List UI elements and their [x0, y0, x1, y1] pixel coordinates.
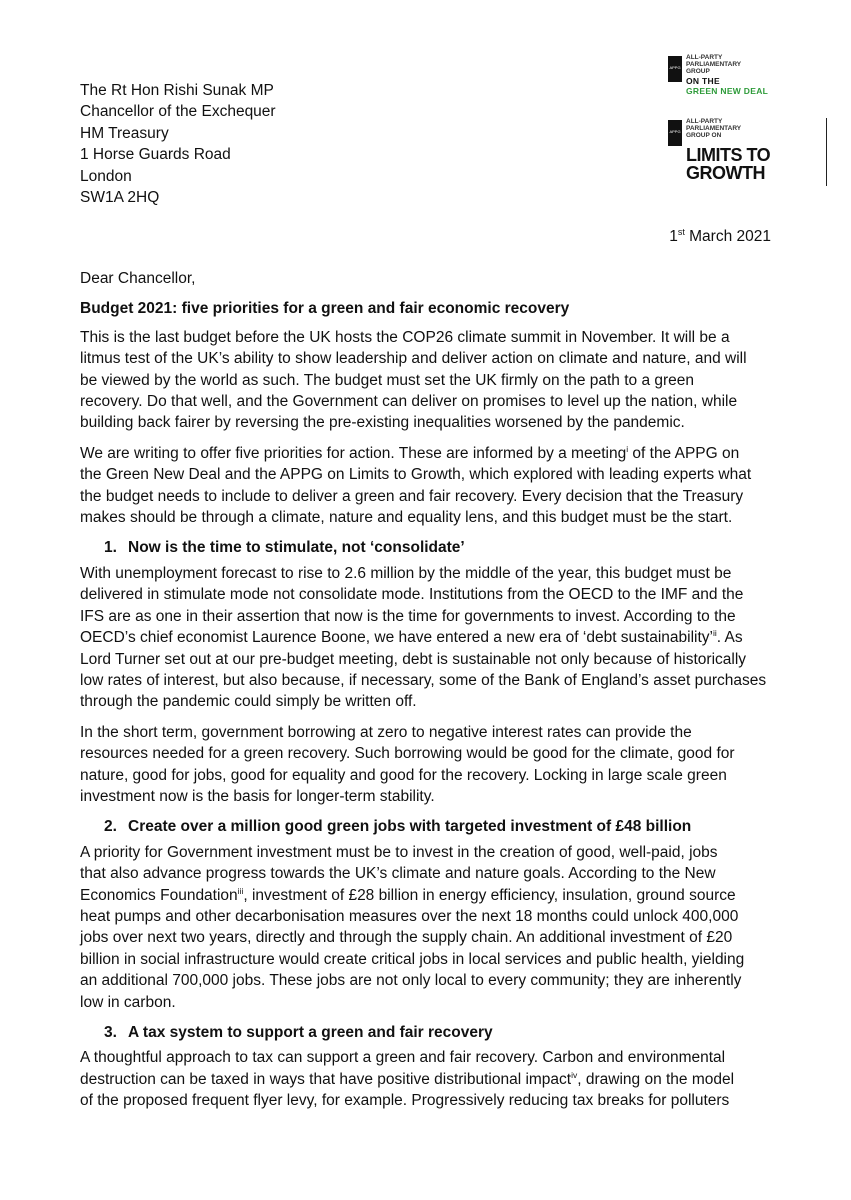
- logo-line-2: GROWTH: [686, 163, 765, 183]
- address-line: 1 Horse Guards Road: [80, 146, 231, 164]
- footnote-ref[interactable]: i: [626, 443, 629, 454]
- section-heading-1: 1. Now is the time to stimulate, not ‘consolidate’: [104, 539, 465, 557]
- section-heading-3: 3. A tax system to support a green and fair recovery: [104, 1024, 493, 1041]
- logo-small-text: ALL-PARTY PARLIAMENTARY GROUP ON: [686, 118, 742, 139]
- address-line: HM Treasury: [80, 124, 169, 142]
- section-1-paragraph-2: In the short term, government borrowing at zero to negative interest rates can provide the resources needed for a green recovery. Such borrowing would be good for the climate, good for nature, good for jobs, good for equality and good for the recovery. Locking in large scale green investment now is the basis for longer-term stability.: [80, 723, 735, 805]
- logo-line-1: LIMITS TO: [686, 145, 771, 165]
- letter-date: 1st March 2021: [669, 227, 771, 245]
- logo-line-1: ON THE: [686, 76, 720, 86]
- address-line: The Rt Hon Rishi Sunak MP: [80, 82, 274, 99]
- appg-limits-to-growth-logo: [668, 118, 810, 188]
- salutation: Dear Chancellor,: [80, 270, 196, 287]
- section-3-paragraph: A thoughtful approach to tax can support a green and fair recovery. Carbon and environmental destruction can be taxed in ways that have positive distributional impact$^{iv}$, drawing on the model of the proposed frequent flyer levy, for example. Progressively reducing tax breaks for polluters: [80, 1049, 735, 1110]
- address-line: SW1A 2HQ: [80, 189, 160, 207]
- appg-seal-icon: APPG: [668, 56, 682, 82]
- section-2-paragraph: A priority for Government investment must be to invest in the creation of good, well-paid, jobs that also advance progress towards the UK’s climate and nature goals. According to the New Economics Foundation$^{iii}$, investment of £28 billion in energy efficiency, insulation, ground source heat pumps and other decarbonisation measures over the next 18 months could unlock 400,000 jobs over next two years, directly and through the supply chain. An additional investment of £20 billion in social infrastructure would create critical jobs in local services and public health, yielding an additional 700,000 jobs. These jobs are not only local to every community; they are inherently low in carbon.: [80, 843, 745, 1011]
- appg-green-new-deal-logo: [668, 52, 798, 98]
- logo-small-text: ALL-PARTY PARLIAMENTARY GROUP: [686, 54, 742, 75]
- address-line: London: [80, 167, 132, 185]
- letter-title: Budget 2021: five priorities for a green and fair economic recovery: [80, 300, 570, 318]
- section-heading-2: 2. Create over a million good green jobs with targeted investment of £48 billion: [104, 818, 692, 836]
- footnote-ref[interactable]: iii: [237, 885, 244, 896]
- letter-body: [80, 268, 775, 1121]
- section-1-paragraph-1: With unemployment forecast to rise to 2.6 million by the middle of the year, this budget must be delivered in stimulate mode not consolidate mode. Institutions from the OECD to the IMF and the IFS are as one in their assertion that now is the time for governments to invest. According to the OECD’s chief economist Laurence Boone, we have entered a new era of ‘debt sustainability’$^{ii}$. As Lord Turner set out at our pre-budget meeting, debt is sustainable not only because of historically low rates of interest, but also because, if necessary, some of the Bank of England’s asset purchases through the pandemic could simply be written off.: [80, 564, 767, 711]
- footnote-ref[interactable]: ii: [713, 628, 717, 639]
- logo-line-2: GREEN NEW DEAL: [686, 86, 769, 96]
- intro-paragraph-1: This is the last budget before the UK hosts the COP26 climate summit in November. It will be a litmus test of the UK’s ability to show leadership and deliver action on climate and nature, and will be viewed by the world as such. The budget must set the UK firmly on the path to a green recovery. Do that well, and the Government can deliver on promises to level up the nation, while building back fairer by reversing the pre-existing inequalities worsened by the pandemic.: [80, 328, 747, 432]
- footnote-ref[interactable]: iv: [571, 1069, 578, 1080]
- address-line: Chancellor of the Exchequer: [80, 103, 276, 121]
- intro-paragraph-2: We are writing to offer five priorities for action. These are informed by a meeting$^i$ of the APPG on the Green New Deal and the APPG on Limits to Growth, which explored with leading experts what the budget needs to include to deliver a green and fair recovery. Every decision that the Treasury makes should be through a climate, nature and equality lens, and this budget must be the start.: [80, 443, 752, 527]
- appg-seal-icon: APPG: [668, 120, 682, 146]
- logo-divider: [826, 118, 827, 186]
- recipient-address: [80, 80, 276, 208]
